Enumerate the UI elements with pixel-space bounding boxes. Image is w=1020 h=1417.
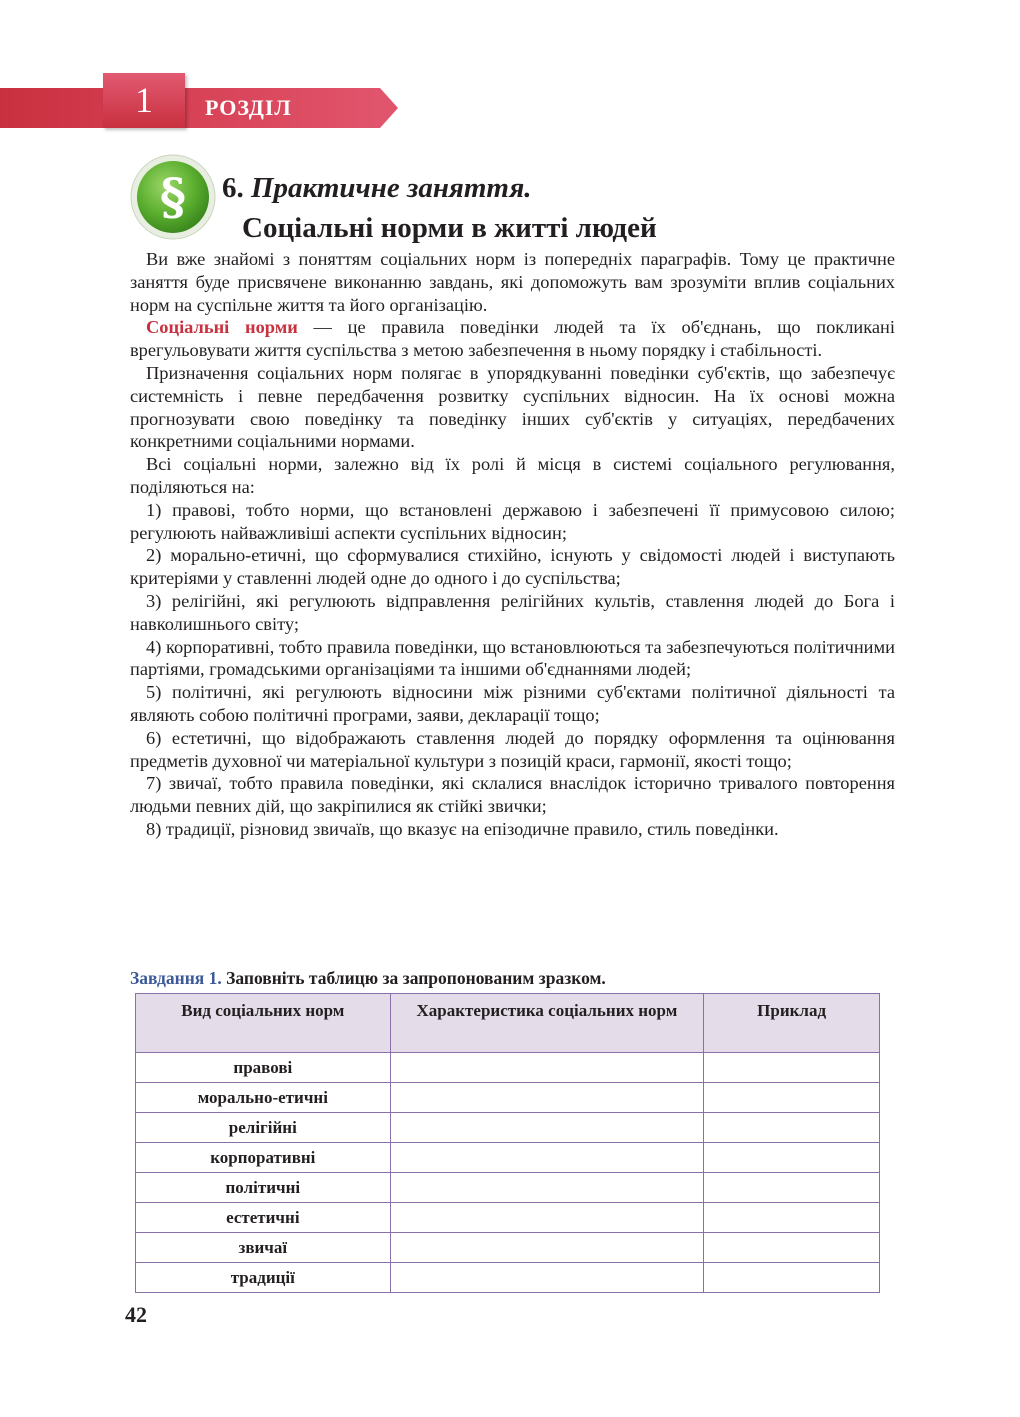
section-title-italic: Практичне заняття. (251, 172, 532, 204)
norm-type-cell: політичні (136, 1173, 391, 1203)
example-cell (704, 1143, 880, 1173)
norm-type-cell: правові (136, 1053, 391, 1083)
section-sign-icon (130, 154, 216, 240)
characteristic-cell (390, 1083, 704, 1113)
norm-type-cell: естетичні (136, 1203, 391, 1233)
definition-term: Соціальні норми (146, 317, 298, 338)
table-row (136, 1203, 880, 1233)
characteristic-cell (390, 1113, 704, 1143)
task-label: Завдання 1. (130, 968, 222, 988)
list-item: 4) корпоративні, тобто правила поведінки, що встановлюються та забезпечуються політичними партіями, громадськими організаціями та іншими об'єднаннями людей; (130, 636, 895, 680)
intro-paragraph: Ви вже знайомі з поняттям соціальних норм із попередніх параграфів. Тому це практичне заняття буде присвячене виконанню завдань, які допоможуть вам зрозуміти вплив соціальних норм на суспільне життя та його організацію. (130, 249, 895, 315)
list-item: 6) естетичні, що відображають ставлення людей до порядку оформлення та оцінювання предметів духовної чи матеріальної культури з позицій краси, гармонії, якості тощо; (130, 727, 895, 771)
header-characteristic: Характеристика соціальних норм (390, 994, 704, 1053)
page-number: 42 (125, 1302, 147, 1327)
table-row (136, 1233, 880, 1263)
norms-table (135, 993, 880, 1293)
list-item: 8) традиції, різновид звичаїв, що вказує на епізодичне правило, стиль поведінки. (146, 818, 779, 839)
list-item: 2) морально-етичні, що сформувалися стихійно, існують у свідомості людей і виступають критеріями у ставленні людей одне до одного і до суспільства; (130, 545, 895, 589)
characteristic-cell (390, 1233, 704, 1263)
norm-type-cell: релігійні (136, 1113, 391, 1143)
header-norm-type: Вид соціальних норм (136, 994, 391, 1053)
norm-type-cell: корпоративні (136, 1143, 391, 1173)
characteristic-cell (390, 1203, 704, 1233)
banner-arrow (380, 88, 398, 128)
section-title (222, 172, 532, 205)
list-item: 5) політичні, які регулюють відносини між різними суб'єктами політичної діяльності та являють собою політичні програми, заяви, декларації тощо; (130, 682, 895, 725)
characteristic-cell (390, 1263, 704, 1293)
header-example: Приклад (704, 994, 880, 1053)
task-heading (130, 968, 606, 989)
table-header-row (136, 994, 880, 1053)
example-cell (704, 1053, 880, 1083)
characteristic-cell (390, 1053, 704, 1083)
example-cell (704, 1083, 880, 1113)
table-row (136, 1053, 880, 1083)
chapter-number: 1 (103, 73, 185, 128)
norm-type-cell: звичаї (136, 1233, 391, 1263)
example-cell (704, 1263, 880, 1293)
example-cell (704, 1203, 880, 1233)
list-item: 1) правові, тобто норми, що встановлені державою і забезпечені її примусовою силою; регулюють найважливіші аспекти суспільних відносин; (130, 499, 895, 543)
svg-text:§: § (159, 167, 187, 226)
example-cell (704, 1233, 880, 1263)
purpose-paragraph: Призначення соціальних норм полягає в упорядкуванні поведінки суб'єктів, що забезпечує системність і певне передбачення розвитку суспільних відносин. На їх основі можна прогнозувати свою поведінку та поведінку інших суб'єктів у ситуаціях, передбачених конкретними соціальними нормами. (130, 362, 895, 452)
list-item: 3) релігійні, які регулюють відправлення релігійних культів, ставлення людей до Бога і навколишнього світу; (130, 590, 895, 634)
norm-type-cell: морально-етичні (136, 1083, 391, 1113)
example-cell (704, 1113, 880, 1143)
chapter-banner (0, 88, 380, 128)
chapter-label: РОЗДІЛ (205, 95, 292, 120)
table-row (136, 1113, 880, 1143)
table-row (136, 1263, 880, 1293)
definition-paragraph (130, 316, 895, 362)
classification-paragraph: Всі соціальні норми, залежно від їх ролі й місця в системі соціального регулювання, поділяються на: (130, 454, 895, 497)
section-number: 6. (222, 172, 244, 204)
table-row (136, 1083, 880, 1113)
characteristic-cell (390, 1173, 704, 1203)
table-row (136, 1173, 880, 1203)
table-row (136, 1143, 880, 1173)
task-text: Заповніть таблицю за запропонованим зразком. (221, 968, 606, 988)
list-item: 7) звичаї, тобто правила поведінки, які склалися внаслідок історично тривалого повторення людьми певних дій, що закріпилися як стійкі звички; (130, 773, 895, 817)
definition-text: — це правила поведінки людей та їх об'єднань, що покликані врегульовувати життя суспільства з метою забезпечення в ньому порядку і стабільності. (130, 317, 896, 361)
example-cell (704, 1173, 880, 1203)
body-text (130, 248, 895, 841)
characteristic-cell (390, 1143, 704, 1173)
section-subtitle: Соціальні норми в житті людей (242, 212, 657, 244)
norm-type-cell: традиції (136, 1263, 391, 1293)
